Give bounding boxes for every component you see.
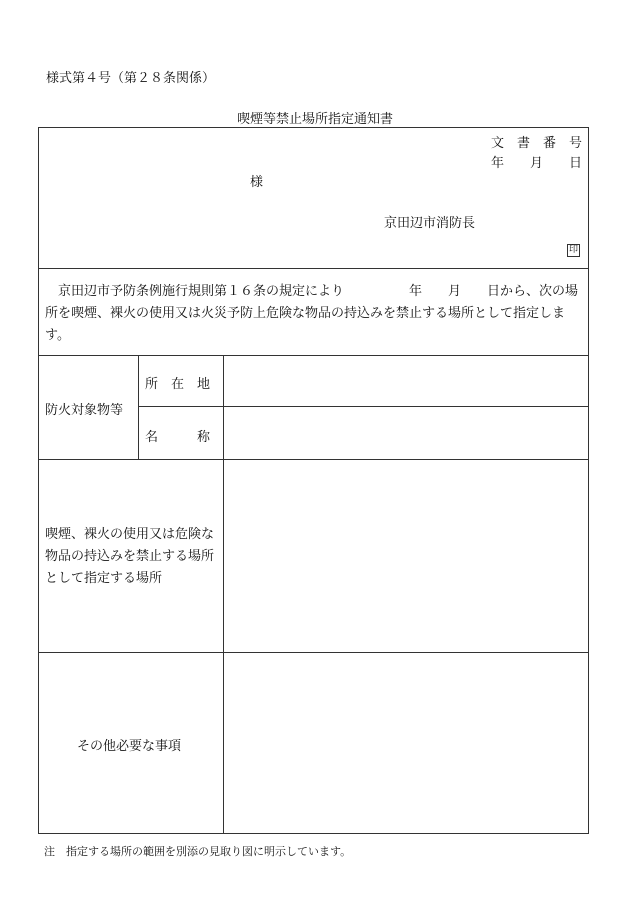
- designated-place-label: 喫煙、裸火の使用又は危険な物品の持込みを禁止する場所として指定する場所: [45, 527, 215, 586]
- location-label: 所 在 地: [145, 377, 211, 392]
- addressee-suffix: 様: [250, 175, 264, 190]
- seal-stamp: 印: [568, 245, 578, 255]
- other-matters-value-cell[interactable]: [224, 653, 589, 834]
- document-title: 喫煙等禁止場所指定通知書: [236, 112, 393, 127]
- name-label: 名 称: [145, 430, 211, 445]
- footnote: 注 指定する場所の範囲を別添の見取り図に明示しています。: [44, 845, 352, 858]
- other-matters-label-cell: [39, 653, 224, 834]
- header-section: [39, 128, 589, 269]
- document-number-label: 文 書 番 号: [491, 136, 583, 151]
- sender-title: 京田辺市消防長: [384, 216, 476, 231]
- notice-body-text: 京田辺市予防条例施行規則第１６条の規定により 年 月 日から、次の場所を喫煙、裸火の使用又は火災予防上危険な物品の持込みを禁止する場所として指定します。: [45, 284, 579, 343]
- designated-place-label-cell: [39, 460, 224, 653]
- form-id: 様式第４号（第２８条関係）: [46, 71, 216, 86]
- target-label: 防火対象物等: [45, 403, 124, 418]
- location-value-cell[interactable]: [224, 356, 589, 407]
- notice-form-table: [38, 127, 589, 834]
- name-label-cell: [139, 407, 224, 460]
- target-label-cell: [39, 356, 139, 460]
- name-value-cell[interactable]: [224, 407, 589, 460]
- designated-place-value-cell[interactable]: [224, 460, 589, 653]
- other-matters-label: その他必要な事項: [77, 739, 182, 754]
- date-label: 年 月 日: [491, 156, 583, 171]
- notice-body-section: [39, 269, 589, 356]
- location-label-cell: [139, 356, 224, 407]
